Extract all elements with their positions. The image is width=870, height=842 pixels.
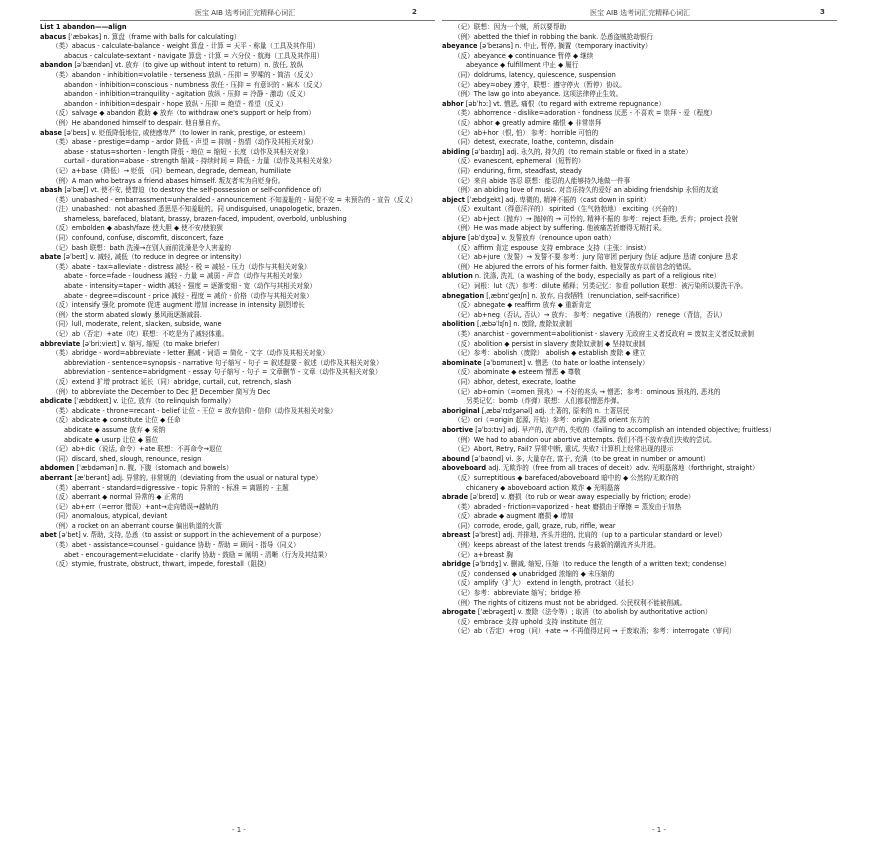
- entry-detail-line: （例）We had to abandon our abortive attempts. 我们不得不放弃我们失败的尝试。: [454, 435, 716, 444]
- footer-right-page-number: - 1 -: [652, 826, 666, 834]
- entry-detail-line: abate - intensity=taper - width 减轻 - 强度 = 逐渐变细 - 宽（动作与其相关对象）: [64, 282, 317, 291]
- headword: abject: [442, 195, 465, 204]
- entry-detail-line: （反）aberrant ◆ normal 异常的 ◆ 正常的: [52, 493, 184, 502]
- entry-detail-line: abandon - inhibition=despair - hope 放纵 - 压抑 = 绝望 - 希望（反义）: [64, 99, 288, 108]
- entry-headword-line: abdomen [ˈæbdəmən] n. 腹, 下腹（stomach and bowels）: [40, 464, 233, 473]
- entry-headword-line: abacus [ˈæbəkəs] n. 算盘（frame with balls for calculating）: [40, 32, 241, 41]
- entry-detail-line: （例）He was made abject by suffering. 他被痛苦折磨得无精打采。: [454, 224, 666, 233]
- entry-detail-line: （例）keeps abreast of the latest trends 与最新的潮流齐头并进。: [454, 541, 660, 550]
- entry-headword-line: abjure [əbˈdʒʊə] v. 发誓放弃（renounce upon oath）: [442, 234, 616, 243]
- header-rule-right: [442, 20, 837, 21]
- entry-detail-line: （类）abet - assistance=counsel - guidance 协助 - 帮助 = 顾问 - 指导（同义）: [52, 541, 300, 550]
- header-right-page-number: 3: [820, 8, 825, 16]
- entry-detail-line: （反）evanescent, ephemeral（短暂的）: [454, 157, 585, 166]
- entry-detail-line: （注）unabashed：not abashed 悉思是不知羞耻的。同 undisguised, unapologetic, brazen.: [52, 205, 342, 214]
- entry-detail-line: abandon - inhibition=conscious - numbness 放任 - 压抑 = 有意识的 - 麻木（反义）: [64, 80, 326, 89]
- entry-detail-line: abbreviation - sentence=synopsis - narrative 句子缩写 - 句子 = 叙述提要 - 叙述（动作及其相关对象）: [64, 358, 383, 367]
- entry-detail-line: （记）参考：abolish（废除） abolish ◆ establish 废除 ◆ 建立: [454, 349, 646, 358]
- entry-detail-line: （反）abolition ◆ persist in slavery 废除奴隶制 ◆ 坚持奴隶制: [454, 339, 646, 348]
- headword: abacus: [40, 32, 67, 41]
- entry-detail-line: abandon - inhibition=tranquility - agitation 放纵 - 压抑 = 冷静 - 激动（反义）: [64, 90, 310, 99]
- headword: abolition: [442, 320, 475, 329]
- entry-detail-line: （记）ab（否定）+ate（吃）联想：不吃是为了减轻体重。: [52, 330, 229, 338]
- entry-detail-line: （类）abridge - word=abbreviate - letter 删减 - 词语 = 简化 - 文字（动作及其相关对象）: [52, 349, 329, 358]
- entry-detail-line: （例）He abandoned himself to despair. 他自暴自弃。: [52, 118, 225, 127]
- headword: abnegation: [442, 291, 485, 300]
- entry-headword-line: abolition [ˌæbəˈlɪʃn] n. 废除, 废除奴隶制: [442, 320, 572, 329]
- entry-detail-line: （反）embrace 支持 uphold 支持 institute 创立: [454, 617, 603, 626]
- entry-detail-line: abase - status=shorten - length 降低 - 地位 = 缩短 - 长度（动作及其相关对象）: [64, 147, 313, 156]
- entry-detail-line: （记）词根：lut（洗）参考：dilute 稀释；另类记忆：参看 pollution 联想：被污染所以要洗干净。: [454, 282, 748, 291]
- headword: abjure: [442, 234, 466, 243]
- page-header: [0, 0, 870, 22]
- entry-detail-line: （类）abase - prestige=damp - ardor 降低 - 声望 = 抑制 - 热情（动作及其相关对象）: [52, 138, 318, 147]
- entry-detail-line: （反）embolden ◆ abash/faze 使大胆 ◆ 使不安/使狼狈: [52, 224, 223, 233]
- entry-detail-line: （类）abhorrence - dislike=adoration - fondness 厌恶 - 不喜欢 = 崇拜 - 爱（程度）: [454, 109, 717, 118]
- entry-detail-line: （同）doldrums, latency, quiescence, suspension: [454, 70, 616, 79]
- headword: aberrant: [40, 473, 73, 482]
- entry-detail-line: （记）ori（=origin 起源, 开始）参考：origin 起源 orient 东方的: [454, 416, 650, 425]
- entry-detail-line: （例）abetted the thief in robbing the bank. 怂恿盗贼抢劫银行: [454, 32, 654, 41]
- headword: abridge: [442, 560, 471, 569]
- entry-detail-line: （反）abrade ◆ augment 磨损 ◆ 增加: [454, 512, 574, 521]
- entry-headword-line: abdicate [ˈæbdɪkeɪt] v. 让位, 放弃（to relinquish formally）: [40, 397, 235, 406]
- entry-headword-line: abhor [əbˈhɔː] vt. 憎恶, 痛恨（to regard with extreme repugnance）: [442, 99, 665, 108]
- right-column: [442, 23, 837, 818]
- entry-detail-line: （同）corrode, erode, gall, graze, rub, riffle, wear: [454, 521, 616, 530]
- entry-detail-line: （例）to abbreviate the December to Dec 把 December 简写为 Dec: [52, 387, 271, 396]
- headword: abet: [40, 531, 57, 540]
- headword: abbreviate: [40, 339, 81, 348]
- entry-detail-line: （同）lull, moderate, relent, slacken, subside, wane: [52, 320, 222, 329]
- entry-detail-line: （记）ab+neg（否认, 否认）→ 放弃； 参考：negative（消极的） renege（背信，否认）: [454, 310, 727, 319]
- headword: abreast: [442, 531, 471, 540]
- entry-detail-line: （反）affirm 肯定 espouse 支持 embrace 支持（主张：insist）: [454, 243, 651, 252]
- entry-detail-line: abacus - calculate-sextant - navigate 算盘 - 计算 = 六分仪 - 航海（工具及其作用）: [64, 51, 324, 60]
- entry-detail-line: （同）anomalous, atypical, deviant: [52, 512, 168, 521]
- headword: aboriginal: [442, 406, 480, 415]
- entry-headword-line: abound [əˈbaʊnd] vi. 多, 大量存在, 富于, 充满（to be great in number or amount）: [442, 454, 710, 463]
- entry-headword-line: abject [ˈæbdʒekt] adj. 卑微的, 精神不振的（cast down in spirit）: [442, 195, 650, 204]
- entry-detail-line: （例）an abiding love of music. 对音乐持久的爱好 an abiding friendship 永恒的友谊: [454, 186, 719, 195]
- entry-detail-line: （同）discard, shed, slough, renounce, resign: [52, 454, 202, 463]
- entry-detail-line: （反）abnegate ◆ reaffirm 放弃 ◆ 重新肯定: [454, 301, 592, 310]
- entry-headword-line: abreast [əˈbrest] adj. 并排地, 齐头并进的, 比肩的（up to a particular standard or level）: [442, 531, 726, 540]
- entry-detail-line: chicanery ◆ aboveboard action 欺诈 ◆ 光明磊落: [466, 483, 620, 492]
- entry-headword-line: abandon [əˈbændən] vt. 放弃（to give up without intent to return）n. 放任, 放纵: [40, 61, 304, 70]
- entry-detail-line: （记）abey=obey 遵守，联想：遵守停火（暂停）协议。: [454, 80, 626, 89]
- entry-detail-line: （记）ab+ject（抛弃）→ 抛掉的 → 可怜的, 精神不振的 参考：reject 拒绝, 丢弃；project 投射: [454, 214, 739, 223]
- entry-detail-line: （例）The rights of citizens must not be abridged. 公民权利不能被削减。: [454, 598, 687, 607]
- headword: abeyance: [442, 42, 478, 51]
- entry-detail-line: shameless, barefaced, blatant, brassy, brazen-faced, impudent, overbold, unblushing: [64, 214, 347, 223]
- entry-headword-line: abortive [əˈbɔːtɪv] adj. 早产的, 流产的, 失败的（failing to accomplish an intended objective; fruitless）: [442, 425, 776, 434]
- entry-detail-line: （记）来自 abide 容忍 联想：能忍的人能够持久地做一件事: [454, 176, 631, 185]
- entry-headword-line: aboriginal [ˌæbəˈrɪdʒənəl] adj. 土著的, 原来的 n. 土著居民: [442, 406, 630, 415]
- headword: aboveboard: [442, 464, 487, 473]
- headword: abate: [40, 253, 62, 262]
- entry-headword-line: abeyance [əˈbeɪəns] n. 中止, 暂停, 搁置（temporary inactivity）: [442, 42, 652, 51]
- entry-detail-line: （记）ab+err（=error 错误）+ant→走向错误→越轨的: [52, 502, 219, 511]
- headword: abominate: [442, 358, 482, 367]
- entry-headword-line: abet [əˈbet] v. 帮助, 支持, 怂恿（to assist or support in the achievement of a purpose）: [40, 531, 325, 540]
- entry-detail-line: abate - force=fade - loudness 减轻 - 力量 = 减弱 - 声音（动作与其相关对象）: [64, 272, 306, 281]
- entry-detail-line: （例）A man who betrays a friend abases himself. 叛友者实为自贬身份。: [52, 176, 285, 185]
- entry-detail-line: （记）ab+hor（恨, 怕） 参考：horrible 可怕的: [454, 128, 599, 137]
- header-left-title: 医宝 AIB 选考词汇完精释心词汇: [195, 9, 296, 17]
- headword: abdomen: [40, 464, 75, 473]
- entry-detail-line: （反）extend 扩增 protract 延长（同）abridge, curtail, cut, retrench, slash: [52, 377, 292, 386]
- left-column: [40, 23, 435, 818]
- headword: abdicate: [40, 397, 73, 406]
- headword: ablution: [442, 272, 473, 281]
- headword: abash: [40, 186, 63, 195]
- entry-detail-line: abet - encouragement=elucidate - clarify 协助 - 鼓励 = 阐明 - 清晰（行为及其结果）: [64, 550, 331, 559]
- entry-detail-line: （类）abate - tax=alleviate - distress 减轻 - 税 = 减轻 - 压力（动作与其相关对象）: [52, 262, 311, 271]
- entry-headword-line: abominate [əˈbɒmɪneɪt] v. 憎恶（to hate or loathe intensely）: [442, 358, 649, 367]
- entry-detail-line: curtail - duration=abase - strength 缩减 - 持续时间 = 降低 - 力量（动作及其相关对象）: [64, 157, 336, 166]
- header-left-page-number: 2: [412, 8, 417, 16]
- entry-headword-line: aberrant [æˈberənt] adj. 异常的, 非常规的（deviating from the usual or natural type）: [40, 473, 322, 482]
- entry-detail-line: （反）salvage ◆ abandon 救助 ◆ 放弃（to withdraw one's support or help from）: [52, 109, 315, 118]
- footer-left-page-number: - 1 -: [232, 826, 246, 834]
- entry-headword-line: abash [əˈbæʃ] vt. 使不安, 使窘迫（to destroy the self-possession or self-confidence of）: [40, 186, 326, 195]
- entry-detail-line: （类）abandon - inhibition=volatile - terseness 放纵 - 压抑 = 罗嗦的 - 简洁（反义）: [52, 70, 317, 79]
- entry-headword-line: abnegation [ˌæbnɪˈɡeɪʃn] n. 放弃, 自我牺牲（renunciation, self-sacrifice）: [442, 291, 684, 300]
- entry-detail-line: （例）The law go into abeyance. 这项法律停止生效。: [454, 90, 623, 99]
- entry-detail-line: （反）condensed ◆ unabridged 浓缩的 ◆ 未压缩的: [454, 569, 615, 578]
- entry-detail-line: （同）enduring, firm, steadfast, steady: [454, 166, 582, 175]
- entry-detail-line: （类）abacus - calculate-balance - weight 算盘 - 计算 = 天平 - 称量（工具及其作用）: [52, 42, 320, 51]
- entry-headword-line: abbreviate [əˈbriːvieɪt] v. 缩写, 缩短（to make briefer）: [40, 339, 224, 348]
- headword: abrade: [442, 493, 469, 502]
- entry-headword-line: abase [əˈbeɪs] v. 贬低降低地位, 或使感卑严（to lower in rank, prestige, or esteem）: [40, 128, 310, 137]
- entry-detail-line: （类）abdicate - throne=recant - belief 让位 - 王位 = 放弃信仰 - 信仰（动作及其相关对象）: [52, 406, 337, 415]
- entry-detail-line: abeyance ◆ fulfillment 中止 ◆ 履行: [466, 61, 579, 70]
- entry-detail-line: abbreviation - sentence=abridgment - essay 句子缩写 - 句子 = 文章删节 - 文章（动作及其相关对象）: [64, 368, 382, 377]
- entry-headword-line: abridge [əˈbrɪdʒ] v. 删减, 缩短, 压缩（to reduce the length of a written text; condense）: [442, 560, 731, 569]
- headword: abrogate: [442, 608, 476, 617]
- entry-detail-line: （记）ab（否定）+rog（问）+ate → 不再值得过问 → 于废取消；参考：interrogate（审问）: [454, 627, 736, 636]
- entry-headword-line: List 1 abandon——align: [40, 23, 127, 31]
- entry-detail-line: （反）amplify（扩大） extend in length, protract（延长）: [454, 579, 638, 588]
- entry-detail-line: abate - degree=discount - price 减轻 - 程度 = 减价 - 价格（动作与其相关对象）: [64, 291, 313, 300]
- entry-detail-line: （例）He abjured the errors of his former faith. 他发誓放弃以前信念的错误。: [454, 262, 696, 271]
- header-rule-left: [40, 20, 435, 21]
- entry-detail-line: （同）abhor, detest, execrate, loathe: [454, 377, 576, 386]
- headword: List: [40, 23, 54, 31]
- entry-headword-line: abate [əˈbeɪt] v. 减轻, 减低（to reduce in degree or intensity）: [40, 253, 246, 262]
- headword: abiding: [442, 147, 470, 156]
- entry-headword-line: aboveboard adj. 无欺诈的（free from all traces of deceit）adv. 光明磊落地（forthright, straight）: [442, 464, 759, 473]
- entry-detail-line: （例）the storm abated slowly 暴风雨逐渐减弱.: [52, 310, 202, 319]
- entry-detail-line: （反）surreptitious ◆ barefaced/aboveboard 暗中的 ◆ 公然的/无欺诈的: [454, 473, 679, 482]
- entry-detail-line: （记）ab+omin（=omen 预兆）→ 不好的兆头 → 憎恶；参考：ominous 预兆的, 恶兆的: [454, 387, 721, 396]
- entry-detail-line: （记）联想：因为一个贼，所以要帮助: [454, 23, 567, 31]
- entry-headword-line: abrogate [ˈæbrəɡeɪt] v. 废除（法令等）; 取消（to abolish by authoritative action）: [442, 608, 712, 617]
- entry-detail-line: （反）abeyance ◆ continuance 暂停 ◆ 继续: [454, 51, 594, 60]
- entry-headword-line: ablution n. 洗涤, 洗礼（a washing of the body, especially as part of a religious rite）: [442, 272, 721, 281]
- entry-detail-line: （记）ab+dic（说话, 命令）+ate 联想：不再命令→退位: [52, 445, 223, 454]
- headword: abortive: [442, 425, 474, 434]
- entry-detail-line: abdicate ◆ usurp 让位 ◆ 篡位: [64, 435, 159, 444]
- entry-detail-line: abdicate ◆ assume 放弃 ◆ 采纳: [64, 425, 166, 434]
- header-right-title: 医宝 AIB 选考词汇完精释心词汇: [590, 9, 691, 17]
- entry-detail-line: （同）detest, execrate, loathe, contemn, disdain: [454, 138, 614, 147]
- entry-headword-line: abiding [əˈbaɪdɪŋ] adj. 永久的, 持久的（to remain stable or fixed in a state）: [442, 147, 692, 156]
- entry-detail-line: （记）ab+jure（发誓）→ 发誓不要 参考：jury 陪审团 perjury 伪证 adjure 恳请 conjure 恳求: [454, 253, 738, 262]
- headword: abase: [40, 128, 63, 137]
- entry-detail-line: （反）stymie, frustrate, obstruct, thwart, impede, forestall（阻挠）: [52, 560, 271, 569]
- entry-detail-line: （记）Abort, Retry, Fail? 异常中断, 重试, 失败? 计算机上经常出现的提示: [454, 445, 674, 454]
- entry-detail-line: （记）参考：abbreviate 缩写；bridge 桥: [454, 589, 581, 598]
- entry-headword-line: abrade [əˈbreɪd] v. 磨损（to rub or wear away especially by friction; erode）: [442, 493, 695, 502]
- entry-detail-line: （类）anarchist - government=abolitionist - slavery 无政府主义者反政府 = 废奴主义者反奴隶制: [454, 330, 754, 338]
- entry-detail-line: 另类记忆：bomb（炸弹）联想：人们都很憎恶炸弹。: [466, 397, 624, 406]
- entry-detail-line: （反）intensify 强化 promote 促进 augment 增加 increase in intensity 剧烈增长: [52, 301, 305, 310]
- headword: abound: [442, 454, 470, 463]
- entry-detail-line: （反）abdicate ◆ constitute 让位 ◆ 任命: [52, 416, 181, 425]
- headword: abhor: [442, 99, 464, 108]
- entry-detail-line: （同）confound, confuse, discomfit, disconcert, faze: [52, 234, 224, 243]
- entry-detail-line: （记）bash 联想：bath 洗澡→在别人面前洗澡是令人害羞的: [52, 243, 232, 252]
- entry-detail-line: （类）abraded - friction=vaporized - heat 磨损由于摩擦 = 蒸发由于加热: [454, 502, 682, 511]
- entry-detail-line: （例）a rocket on an aberrant course 偏出轨道的火箭: [52, 521, 222, 530]
- entry-detail-line: （记）a+breast 胸: [454, 550, 513, 559]
- headword: abandon: [40, 61, 73, 70]
- entry-detail-line: （反）abominate ◆ esteem 憎恶 ◆ 尊敬: [454, 368, 581, 377]
- entry-detail-line: （记）a+base（降低）→ 贬低 （同）bemean, degrade, demean, humiliate: [52, 166, 291, 175]
- entry-detail-line: （类）unabashed - embarrassment=unheralded - announcement 不知羞耻的 - 局促不安 = 未预告的 - 宣告（反义）: [52, 195, 417, 204]
- entry-detail-line: （反）abhor ◆ greatly admire 痛恨 ◆ 非常崇拜: [454, 118, 602, 127]
- entry-detail-line: （反）exultant（得意洋洋的） spirited（生气勃勃地） exciting（兴奋的）: [454, 205, 682, 214]
- entry-detail-line: （类）aberrant - standard=digressive - topic 异常的 - 标准 = 离题的 - 主题: [52, 483, 289, 492]
